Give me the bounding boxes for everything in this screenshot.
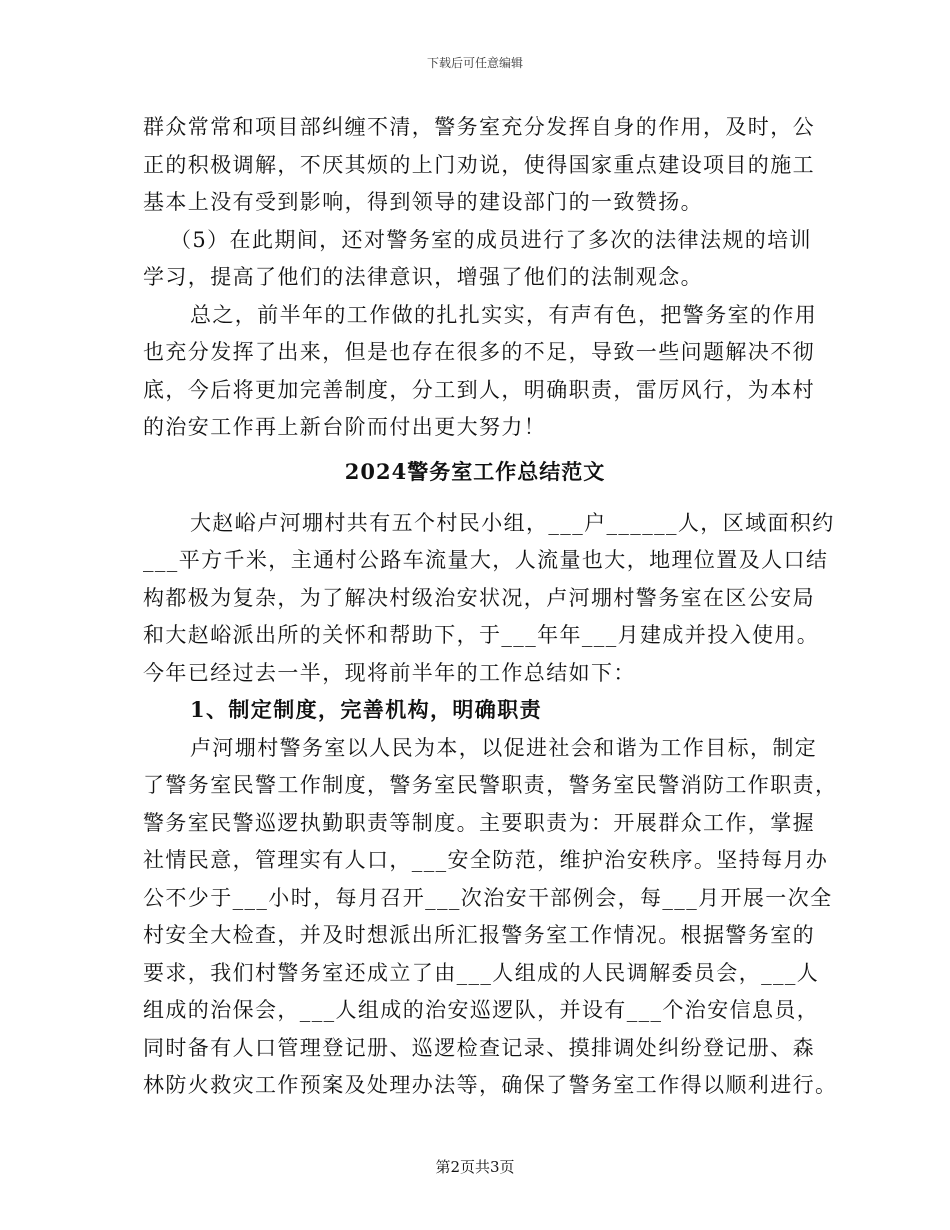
body-line: 村安全大检查，并及时想派出所汇报警务室工作情况。根据警务室的 (143, 923, 815, 947)
body-line: 学习，提高了他们的法律意识，增强了他们的法制观念。 (143, 265, 703, 289)
body-line: 和大赵峪派出所的关怀和帮助下，于___年年___月建成并投入使用。 (143, 623, 820, 647)
body-line: 警务室民警巡逻执勤职责等制度。主要职责为：开展群众工作，掌握 (143, 811, 815, 835)
body-line: 要求，我们村警务室还成立了由___人组成的人民调解委员会，___人 (143, 961, 820, 985)
body-line: （5）在此期间，还对警务室的成员进行了多次的法律法规的培训 (170, 228, 812, 252)
body-line: 同时备有人口管理登记册、巡逻检查记录、摸排调处纠纷登记册、森 (143, 1036, 815, 1060)
body-line: 林防火救灾工作预案及处理办法等，确保了警务室工作得以顺利进行。 (143, 1073, 838, 1097)
body-line: 也充分发挥了出来，但是也存在很多的不足，导致一些问题解决不彻 (143, 340, 815, 364)
body-line: 的治安工作再上新台阶而付出更大努力！ (143, 415, 547, 439)
body-line: 群众常常和项目部纠缠不清，警务室充分发挥自身的作用，及时，公 (143, 115, 815, 139)
body-line: 社情民意，管理实有人口，___安全防范，维护治安秩序。坚持每月办 (143, 848, 829, 872)
body-line: 公不少于___小时，每月召开___次治安干部例会，每___月开展一次全 (143, 886, 833, 910)
section-title: 2024警务室工作总结范文 (344, 459, 606, 484)
body-line: 正的积极调解，不厌其烦的上门劝说，使得国家重点建设项目的施工 (143, 153, 815, 177)
body-line: 今年已经过去一半，现将前半年的工作总结如下： (143, 661, 636, 685)
body-line: 底，今后将更加完善制度，分工到人，明确职责，雷厉风行，为本村 (143, 378, 815, 402)
body-line: 大赵峪卢河堋村共有五个村民小组，___户______人，区域面积约 (190, 511, 835, 535)
page-header: 下载后可任意编辑 (426, 56, 523, 70)
body-line: 构都极为复杂，为了解决村级治安状况，卢河堋村警务室在区公安局 (143, 586, 815, 610)
subsection-heading: 1、制定制度，完善机构，明确职责 (190, 697, 543, 722)
body-line: 组成的治保会，___人组成的治安巡逻队，并设有___个治安信息员， (143, 998, 820, 1022)
body-line: ___平方千米，主通村公路车流量大，人流量也大，地理位置及人口结 (143, 548, 829, 572)
body-line: 基本上没有受到影响，得到领导的建设部门的一致赞扬。 (143, 190, 703, 214)
body-line: 卢河堋村警务室以人民为本，以促进社会和谐为工作目标，制定 (190, 736, 818, 760)
page-footer: 第2页共3页 (435, 1158, 515, 1176)
body-line: 总之，前半年的工作做的扎扎实实，有声有色，把警务室的作用 (190, 303, 818, 327)
body-line: 了警务室民警工作制度，警务室民警职责，警务室民警消防工作职责， (143, 773, 838, 797)
